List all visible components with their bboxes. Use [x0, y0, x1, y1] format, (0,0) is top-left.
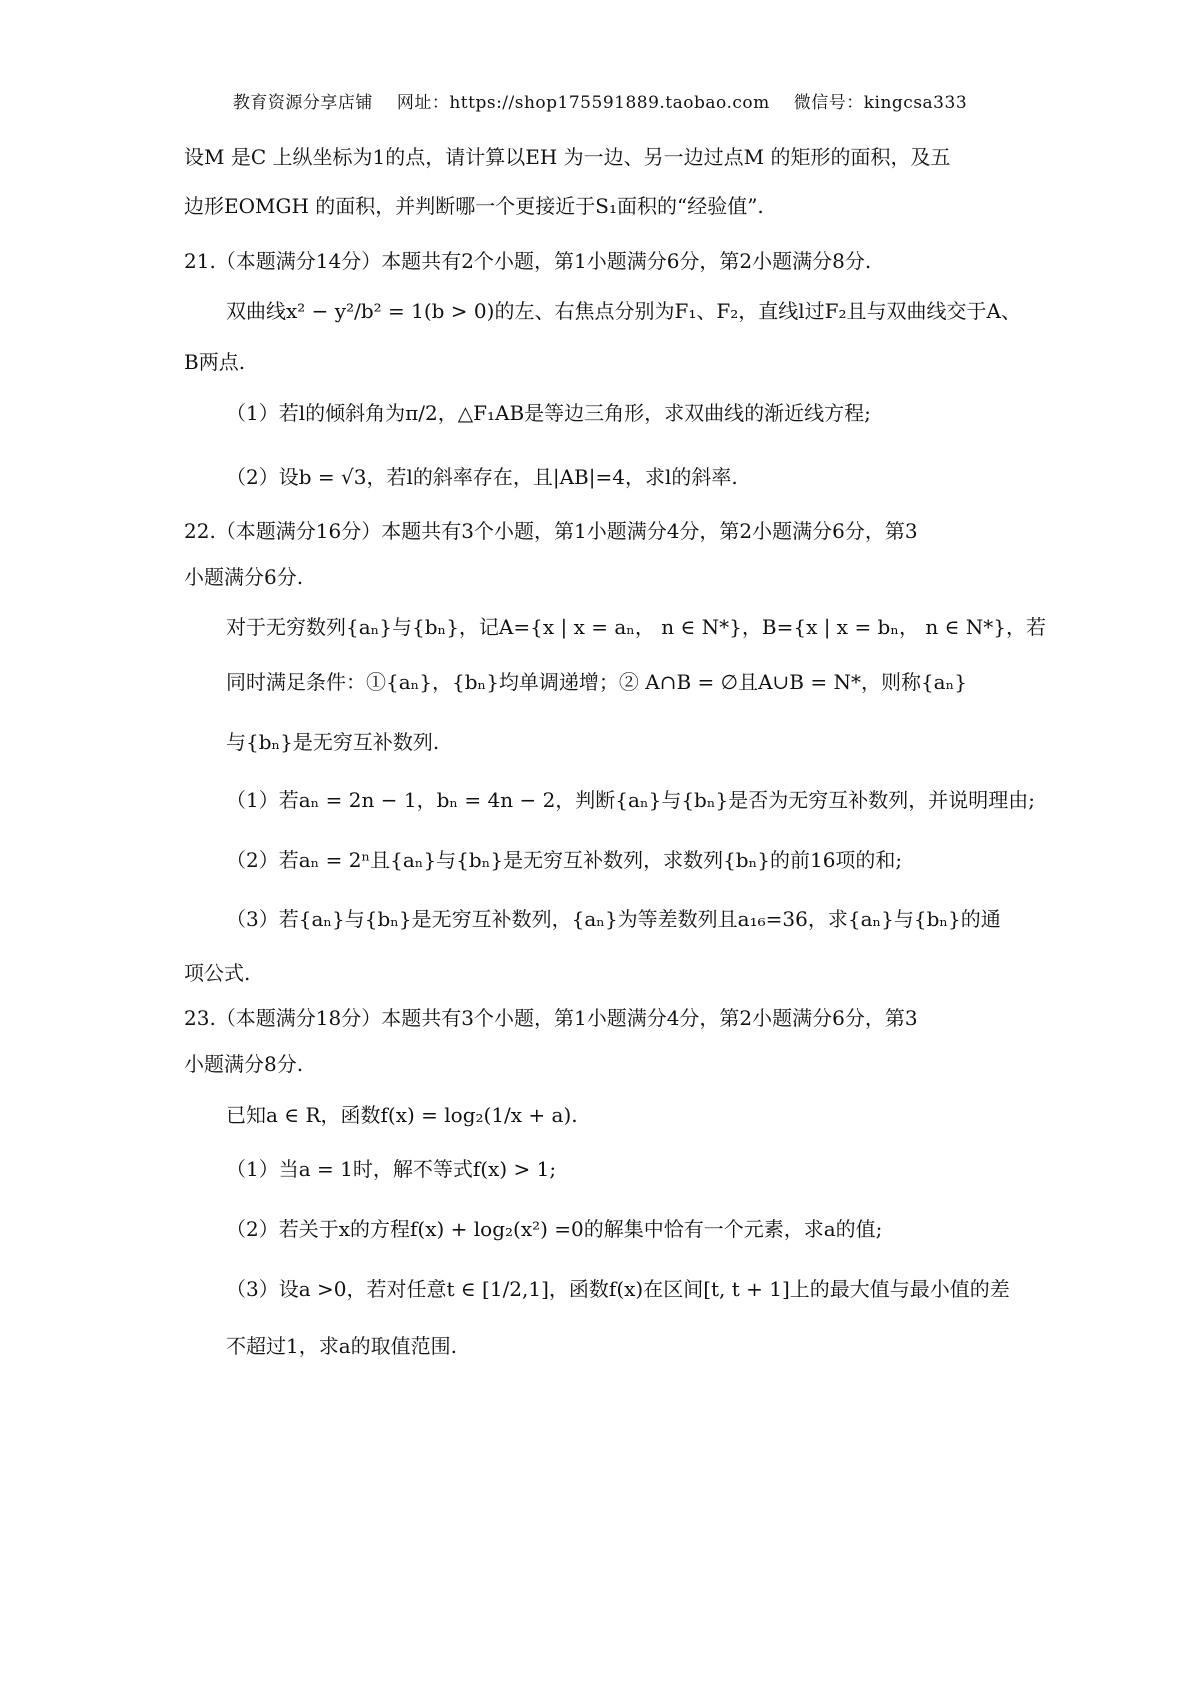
q21-heading: 21.（本题满分14分）本题共有2个小题，第1小题满分6分，第2小题满分8分. [184, 249, 872, 273]
q22-part-1: （1）若aₙ = 2n − 1，bₙ = 4n − 2，判断{aₙ}与{bₙ}是否为无穷互补数列，并说明理由; [226, 788, 1035, 812]
page-header [0, 88, 1200, 113]
q23-part-3-line-1: （3）设a >0，若对任意t ∈ [1/2,1]，函数f(x)在区间[t, t + 1]上的最大值与最小值的差 [226, 1277, 1010, 1301]
q23-heading-line-1: 23.（本题满分18分）本题共有3个小题，第1小题满分4分，第2小题满分6分，第3 [184, 1006, 918, 1030]
q22-stem-line-2: 同时满足条件：①{aₙ}，{bₙ}均单调递增；② A∩B = ∅且A∪B = N*，则称{aₙ} [226, 670, 967, 694]
q22-part-3-line-2: 项公式. [184, 961, 251, 985]
q21-stem-line-2: B两点. [184, 350, 246, 374]
site-label: 网址： [396, 93, 450, 113]
wechat-label: 微信号： [793, 93, 864, 113]
q20-line-2: 边形EOMGH 的面积，并判断哪一个更接近于S₁面积的“经验值”. [184, 194, 764, 218]
q22-stem-line-1: 对于无穷数列{aₙ}与{bₙ}，记A={x | x = aₙ， n ∈ N*}，B={x | x = bₙ， n ∈ N*}，若 [226, 615, 1046, 639]
q23-part-2: （2）若关于x的方程f(x) + log₂(x²) =0的解集中恰有一个元素，求a的值; [226, 1217, 883, 1241]
q21-stem-line-1: 双曲线x² − y²/b² = 1(b > 0)的左、右焦点分别为F₁、F₂，直线l过F₂且与双曲线交于A、 [226, 299, 1021, 323]
q20-line-1: 设M 是C 上纵坐标为1的点，请计算以EH 为一边、另一边过点M 的矩形的面积，及五 [184, 145, 951, 169]
q23-stem: 已知a ∈ R，函数f(x) = log₂(1/x + a). [226, 1103, 578, 1127]
q22-heading-line-1: 22.（本题满分16分）本题共有3个小题，第1小题满分4分，第2小题满分6分，第3 [184, 519, 918, 543]
q23-heading-line-2: 小题满分8分. [184, 1052, 304, 1076]
q22-part-2: （2）若aₙ = 2ⁿ且{aₙ}与{bₙ}是无穷互补数列，求数列{bₙ}的前16项的和; [226, 848, 903, 872]
q21-part-2: （2）设b = √3，若l的斜率存在，且|AB|=4，求l的斜率. [226, 465, 738, 489]
q21-part-1: （1）若l的倾斜角为π/2，△F₁AB是等边三角形，求双曲线的渐近线方程; [226, 401, 871, 425]
q22-heading-line-2: 小题满分6分. [184, 565, 304, 589]
q23-part-3-line-2: 不超过1，求a的取值范围. [226, 1334, 458, 1358]
wechat-id: kingcsa333 [863, 93, 968, 113]
q23-part-1: （1）当a = 1时，解不等式f(x) > 1; [226, 1157, 557, 1181]
q22-stem-line-3: 与{bₙ}是无穷互补数列. [226, 730, 440, 754]
q22-part-3-line-1: （3）若{aₙ}与{bₙ}是无穷互补数列，{aₙ}为等差数列且a₁₆=36，求{aₙ}与{bₙ}的通 [226, 907, 1001, 931]
site-url: https://shop175591889.taobao.com [449, 93, 770, 113]
shop-name: 教育资源分享店铺 [232, 93, 373, 113]
